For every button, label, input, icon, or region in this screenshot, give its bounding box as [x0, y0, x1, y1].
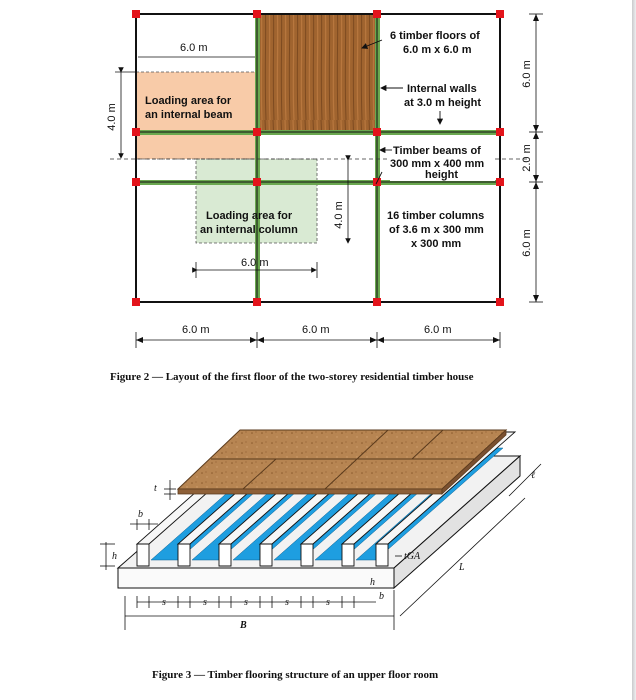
column [373, 298, 381, 306]
symbol-t: t [154, 483, 157, 494]
joist [178, 544, 190, 566]
column [253, 178, 261, 186]
symbol-h: h [112, 551, 117, 562]
joist [137, 544, 149, 566]
column [253, 10, 261, 18]
base-plate-front [118, 568, 394, 588]
symbol-B: B [240, 620, 247, 631]
symbol-s: s [203, 597, 207, 608]
columns-label-1: 16 timber columns [387, 210, 485, 222]
symbol-tga: tGA [404, 551, 421, 562]
column [496, 10, 504, 18]
beams-label-2: 300 mm x 400 mm [390, 158, 485, 170]
symbol-l: ℓ [531, 470, 536, 481]
columns-label-2: of 3.6 m x 300 mm [389, 224, 484, 236]
joist [342, 544, 354, 566]
beams-label-3: height [425, 169, 458, 181]
column [496, 128, 504, 136]
timber-floor-panel [258, 14, 376, 132]
column [496, 178, 504, 186]
column [132, 298, 140, 306]
figure-3-caption: Figure 3 — Timber flooring structure of an upper floor room [152, 669, 439, 681]
dim-bottom-label-2: 6.0 m [302, 324, 330, 336]
dim-inner-vertical-label: 4.0 m [333, 201, 345, 229]
beams-label-1: Timber beams of [393, 145, 481, 157]
loading-beam-label-1: Loading area for [145, 95, 232, 107]
figure-3-flooring [100, 430, 541, 681]
walls-label-2: at 3.0 m height [404, 97, 482, 109]
symbol-s: s [162, 597, 166, 608]
column [373, 128, 381, 136]
loading-beam-label-2: an internal beam [145, 109, 233, 121]
joist [260, 544, 272, 566]
figure-2-caption: Figure 2 — Layout of the first floor of the two-storey residential timber house [110, 371, 474, 383]
dim-inner-horizontal-label: 6.0 m [241, 257, 269, 269]
column [132, 10, 140, 18]
floor-board-front [178, 489, 442, 494]
columns-label-3: x 300 mm [411, 238, 462, 250]
figure-2-floor-plan [106, 10, 543, 383]
joist [219, 544, 231, 566]
dim-right-bottom-label: 6.0 m [521, 229, 533, 257]
symbol-s: s [285, 597, 289, 608]
dim-right-mid-label: 2.0 m [521, 144, 533, 172]
column [132, 178, 140, 186]
column [373, 10, 381, 18]
symbol-L: L [459, 562, 465, 573]
joist [301, 544, 313, 566]
symbol-b: b [138, 509, 143, 520]
column [132, 128, 140, 136]
symbol-h2: h [370, 577, 375, 588]
walls-label-1: Internal walls [407, 83, 477, 95]
loading-column-label-2: an internal column [200, 224, 298, 236]
dim-bottom-label-1: 6.0 m [182, 324, 210, 336]
floors-label-2: 6.0 m x 6.0 m [403, 44, 472, 56]
floors-label-1: 6 timber floors of [390, 30, 480, 42]
page-edge-shadow [632, 0, 636, 700]
dim-bottom-label-3: 6.0 m [424, 324, 452, 336]
symbol-s: s [244, 597, 248, 608]
symbol-s: s [326, 597, 330, 608]
dim-left-label: 4.0 m [106, 103, 118, 131]
column [496, 298, 504, 306]
joist [376, 544, 388, 566]
symbol-b2: b [379, 591, 384, 602]
loading-column-label-1: Loading area for [206, 210, 293, 222]
column [253, 298, 261, 306]
column [253, 128, 261, 136]
dim-top-label: 6.0 m [180, 42, 208, 54]
dim-right-top-label: 6.0 m [521, 60, 533, 88]
